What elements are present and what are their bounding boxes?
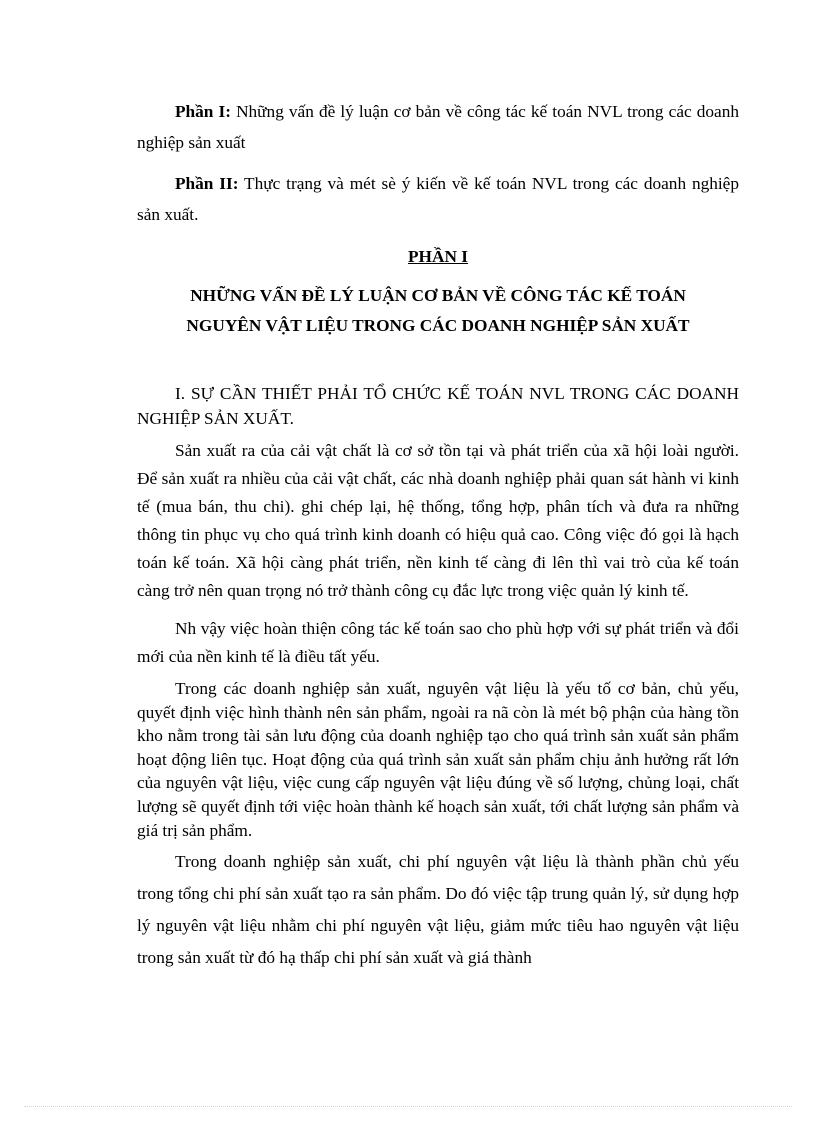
intro-part1 [137, 96, 739, 158]
paragraph-4: Trong doanh nghiệp sản xuất, chi phí nguyên vật liệu là thành phần chủ yếu trong tổng chi phí sản xuất tạo ra sản phẩm. Do đó việc tập trung quản lý, sử dụng hợp lý nguyên vật liệu nhằm chi phí nguyên vật liệu, giảm mức tiêu hao nguyên vật liệu trong sản xuất từ đó hạ thấp chi phí sản xuất và giá thành [137, 852, 739, 968]
part-heading: PHẦN I [407, 247, 468, 266]
paragraph-2: Nh vậy việc hoàn thiện công tác kế toán sao cho phù hợp với sự phát triển và đổi mới của nền kinh tế là điều tất yếu. [137, 619, 739, 666]
paragraph-1: Sản xuất ra của cải vật chất là cơ sở tồn tại và phát triển của xã hội loài người. Để sản xuất ra nhiều của cải vật chất, các nhà doanh nghiệp phải quan sát hành vi kinh tế (mua bán, thu chi). ghi chép lại, hệ thống, tổng hợp, phân tích và đưa ra những thông tin phục vụ cho quá trình kinh doanh có hiệu quả cao. Công việc đó gọi là hạch toán kế toán. Xã hội càng phát triển, nền kinh tế càng đi lên thì vai trò của kế toán càng trở nên quan trọng nó trở thành công cụ đắc lực trong việc quản lý kinh tế. [137, 441, 739, 600]
paragraph-3: Trong các doanh nghiệp sản xuất, nguyên vật liệu là yếu tố cơ bản, chủ yếu, quyết định việc hình thành nên sản phẩm, ngoài ra nã còn là mét bộ phận của hàng tồn kho nằm trong tài sản lưu động của doanh nghiệp tạo cho quá trình sản xuất sản phẩm hoạt động liên tục. Hoạt động của quá trình sản xuất sản phẩm chịu ảnh hưởng rất lớn của nguyên vật liệu, việc cung cấp nguyên vật liệu đúng về số lượng, chủng loại, chất lượng sẽ quyết định tới việc hoàn thành kế hoạch sản xuất, tới chất lượng sản phẩm và giá trị sản phẩm. [137, 679, 739, 840]
section-heading: I. SỰ CẦN THIẾT PHẢI TỔ CHỨC KẾ TOÁN NVL TRONG CÁC DOANH NGHIỆP SẢN XUẤT. [137, 384, 739, 428]
page-bottom-divider [24, 1106, 792, 1107]
document-page [137, 96, 739, 974]
part1-label: Phần I: [175, 102, 231, 121]
part-title-line2: NGUYÊN VẬT LIỆU TRONG CÁC DOANH NGHIỆP SẢN XUẤT [186, 316, 690, 335]
intro-part2 [137, 168, 739, 230]
part2-text: Thực trạng và mét sè ý kiến về kế toán NVL trong các doanh nghiệp sản xuất. [137, 174, 739, 224]
part1-text: Những vấn đề lý luận cơ bản về công tác kế toán NVL trong các doanh nghiệp sản xuất [137, 102, 739, 152]
part2-label: Phần II: [175, 174, 239, 193]
part-title-line1: NHỮNG VẤN ĐỀ LÝ LUẬN CƠ BẢN VỀ CÔNG TÁC KẾ TOÁN [190, 286, 686, 305]
part-title [137, 281, 739, 341]
